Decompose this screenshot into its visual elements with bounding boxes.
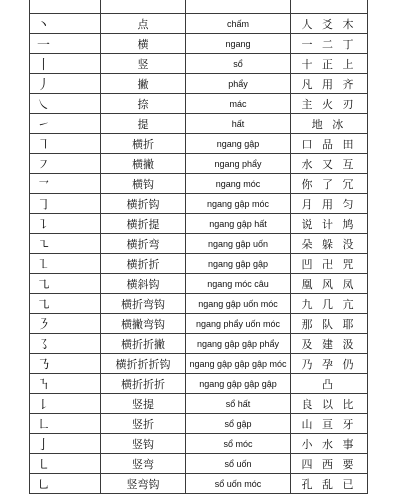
- vietnamese-name: mác: [186, 94, 291, 114]
- vietnamese-name: ngang phẩy uốn móc: [186, 314, 291, 334]
- chinese-name: 捺: [101, 94, 186, 114]
- stroke-glyph: ㇈: [30, 274, 101, 294]
- stroke-glyph: ㇗: [30, 414, 101, 434]
- stroke-glyph: [30, 0, 101, 14]
- vietnamese-name: sổ hất: [186, 394, 291, 414]
- vietnamese-name: hất: [186, 114, 291, 134]
- example-characters: 凹 卍 咒: [291, 254, 368, 274]
- vietnamese-name: ngang gập uốn: [186, 234, 291, 254]
- chinese-name: 提: [101, 114, 186, 134]
- vietnamese-name: ngang gập gập: [186, 254, 291, 274]
- example-characters: 九 几 亢: [291, 294, 368, 314]
- chinese-name: 竖折: [101, 414, 186, 434]
- stroke-glyph: ㇇: [30, 154, 101, 174]
- stroke-glyph: ㇆: [30, 194, 101, 214]
- example-characters: 四 西 要: [291, 454, 368, 474]
- example-characters: 月 用 匀: [291, 194, 368, 214]
- example-characters: 口 品 田: [291, 134, 368, 154]
- stroke-glyph: ㇈: [30, 294, 101, 314]
- chinese-name: 竖: [101, 54, 186, 74]
- table-row: [30, 474, 368, 494]
- table-row: [30, 234, 368, 254]
- table-row: [30, 114, 368, 134]
- chinese-name: 竖弯钩: [101, 474, 186, 494]
- chinese-name: 横斜钩: [101, 274, 186, 294]
- vietnamese-name: ngang gập gập gập móc: [186, 354, 291, 374]
- example-characters: 主 火 刃: [291, 94, 368, 114]
- stroke-glyph: 亅: [30, 434, 101, 454]
- vietnamese-name: ngang phẩy: [186, 154, 291, 174]
- vietnamese-name: ngang móc câu: [186, 274, 291, 294]
- example-characters: 凡 用 齐: [291, 74, 368, 94]
- stroke-glyph: 丿: [30, 74, 101, 94]
- stroke-glyph: ㇎: [30, 374, 101, 394]
- vietnamese-name: sổ uốn móc: [186, 474, 291, 494]
- vietnamese-name: sổ uốn: [186, 454, 291, 474]
- stroke-glyph: ㇖: [30, 174, 101, 194]
- table-row: [30, 394, 368, 414]
- stroke-glyph: ㇡: [30, 354, 101, 374]
- stroke-glyph: ㇌: [30, 334, 101, 354]
- example-characters: 山 亘 牙: [291, 414, 368, 434]
- chinese-name: 横折弯: [101, 234, 186, 254]
- vietnamese-name: chấm: [186, 14, 291, 34]
- chinese-name: 点: [101, 14, 186, 34]
- stroke-glyph: 丨: [30, 54, 101, 74]
- vietnamese-name: ngang gập: [186, 134, 291, 154]
- table-row: [30, 14, 368, 34]
- vietnamese-name: sổ móc: [186, 434, 291, 454]
- table-row: [30, 94, 368, 114]
- example-characters: 地 冰: [291, 114, 368, 134]
- table-row: [30, 354, 368, 374]
- example-characters: 孔 乱 已: [291, 474, 368, 494]
- chinese-name: [101, 0, 186, 14]
- table-row: [30, 294, 368, 314]
- table-row: [30, 0, 368, 14]
- example-characters: 一 二 丁: [291, 34, 368, 54]
- chinese-name: 横撇: [101, 154, 186, 174]
- table-row: [30, 454, 368, 474]
- chinese-name: 竖提: [101, 394, 186, 414]
- example-characters: 小 水 事: [291, 434, 368, 454]
- chinese-name: 横折: [101, 134, 186, 154]
- chinese-name: 横折折撇: [101, 334, 186, 354]
- example-characters: 十 正 上: [291, 54, 368, 74]
- example-characters: 凸: [291, 374, 368, 394]
- stroke-table: [29, 0, 368, 494]
- example-characters: 凰 风 凤: [291, 274, 368, 294]
- example-characters: 及 建 汲: [291, 334, 368, 354]
- vietnamese-name: ngang gập gập gập: [186, 374, 291, 394]
- example-characters: 说 计 鸠: [291, 214, 368, 234]
- vietnamese-name: ngang gập hất: [186, 214, 291, 234]
- stroke-glyph: 一: [30, 34, 101, 54]
- stroke-glyph: ㇕: [30, 134, 101, 154]
- table-row: [30, 334, 368, 354]
- chinese-name: 横折提: [101, 214, 186, 234]
- vietnamese-name: ngang gập gập phẩy: [186, 334, 291, 354]
- chinese-name: 横撇弯钩: [101, 314, 186, 334]
- stroke-glyph: 丶: [30, 14, 101, 34]
- chinese-name: 横折钩: [101, 194, 186, 214]
- stroke-glyph: ㇙: [30, 394, 101, 414]
- table-row: [30, 174, 368, 194]
- stroke-glyph: ㇋: [30, 314, 101, 334]
- example-characters: [291, 0, 368, 14]
- example-characters: 水 又 互: [291, 154, 368, 174]
- table-row: [30, 194, 368, 214]
- table-row: [30, 34, 368, 54]
- stroke-glyph: ㇟: [30, 474, 101, 494]
- vietnamese-name: ngang gập móc: [186, 194, 291, 214]
- example-characters: 乃 孕 仍: [291, 354, 368, 374]
- chinese-name: 撇: [101, 74, 186, 94]
- stroke-glyph: ㇍: [30, 234, 101, 254]
- chinese-name: 横折弯钩: [101, 294, 186, 314]
- stroke-glyph: ㇄: [30, 454, 101, 474]
- stroke-table-body: [30, 0, 368, 494]
- example-characters: 人 爻 木: [291, 14, 368, 34]
- table-row: [30, 414, 368, 434]
- chinese-name: 竖钩: [101, 434, 186, 454]
- chinese-name: 横钩: [101, 174, 186, 194]
- table-row: [30, 374, 368, 394]
- chinese-name: 横折折折: [101, 374, 186, 394]
- example-characters: 朵 躲 没: [291, 234, 368, 254]
- table-row: [30, 314, 368, 334]
- example-characters: 你 了 冗: [291, 174, 368, 194]
- vietnamese-name: [186, 0, 291, 14]
- vietnamese-name: ngang: [186, 34, 291, 54]
- table-row: [30, 154, 368, 174]
- stroke-glyph: ㇏: [30, 94, 101, 114]
- vietnamese-name: ngang móc: [186, 174, 291, 194]
- vietnamese-name: ngang gập uốn móc: [186, 294, 291, 314]
- table-row: [30, 54, 368, 74]
- vietnamese-name: sổ gập: [186, 414, 291, 434]
- table-row: [30, 434, 368, 454]
- chinese-name: 横折折: [101, 254, 186, 274]
- vietnamese-name: sổ: [186, 54, 291, 74]
- chinese-name: 竖弯: [101, 454, 186, 474]
- table-row: [30, 74, 368, 94]
- table-row: [30, 254, 368, 274]
- stroke-glyph: ㇅: [30, 254, 101, 274]
- stroke-glyph: ㇀: [30, 114, 101, 134]
- vietnamese-name: phẩy: [186, 74, 291, 94]
- table-row: [30, 134, 368, 154]
- example-characters: 良 以 比: [291, 394, 368, 414]
- table-row: [30, 214, 368, 234]
- table-row: [30, 274, 368, 294]
- chinese-name: 横折折折钩: [101, 354, 186, 374]
- chinese-name: 横: [101, 34, 186, 54]
- example-characters: 那 队 耶: [291, 314, 368, 334]
- stroke-glyph: ㇊: [30, 214, 101, 234]
